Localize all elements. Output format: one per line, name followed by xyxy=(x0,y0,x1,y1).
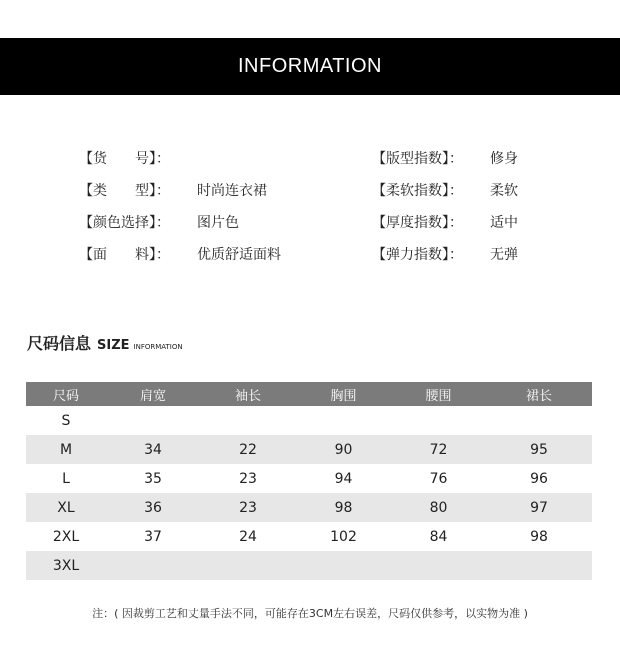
info-label: 【厚度指数】： xyxy=(372,215,463,231)
table-cell: S xyxy=(61,412,71,429)
info-row-elasticity-index xyxy=(372,238,518,270)
info-value: 柔软 xyxy=(490,183,518,199)
table-cell: M xyxy=(26,435,106,464)
table-cell: 22 xyxy=(200,435,296,464)
information-banner xyxy=(0,38,620,95)
table-cell: XL xyxy=(26,493,106,522)
header-bust: 胸围 xyxy=(296,382,391,406)
table-cell: 37 xyxy=(144,528,162,545)
info-value: 无弹 xyxy=(490,247,518,263)
table-cell xyxy=(106,406,200,435)
info-row-fabric xyxy=(79,238,281,270)
table-cell: 76 xyxy=(429,470,448,487)
product-info xyxy=(0,142,620,272)
table-cell: 2XL xyxy=(52,528,80,545)
table-cell: 98 xyxy=(530,528,548,545)
table-cell: 94 xyxy=(334,470,353,487)
info-row-softness-index xyxy=(372,174,518,206)
info-value: 图片色 xyxy=(197,215,239,231)
info-row-thickness-index xyxy=(372,206,518,238)
banner-title: INFORMATION xyxy=(237,55,382,77)
size-heading-en: SIZE xyxy=(97,338,130,353)
table-cell: 23 xyxy=(200,493,296,522)
info-row-item-number xyxy=(79,142,281,174)
header-length: 裙长 xyxy=(486,382,592,406)
table-cell xyxy=(486,406,592,435)
table-cell xyxy=(486,551,592,580)
info-value: 修身 xyxy=(490,151,518,167)
info-label: 【颜色选择】： xyxy=(79,215,170,231)
table-cell xyxy=(391,406,486,435)
table-cell: 72 xyxy=(391,435,486,464)
product-info-right-column xyxy=(372,142,518,270)
table-cell: 97 xyxy=(486,493,592,522)
table-cell: 3XL xyxy=(26,551,106,580)
table-row xyxy=(26,551,592,580)
table-row xyxy=(26,493,592,522)
table-row xyxy=(26,406,592,435)
size-heading-cn: 尺码信息 xyxy=(27,334,92,353)
table-cell: 34 xyxy=(106,435,200,464)
table-cell: 24 xyxy=(239,528,257,545)
size-section-heading xyxy=(27,331,183,354)
info-row-color xyxy=(79,206,281,238)
table-cell xyxy=(200,551,296,580)
table-cell: 98 xyxy=(296,493,391,522)
table-row xyxy=(26,522,592,551)
table-cell xyxy=(106,551,200,580)
info-value: 时尚连衣裙 xyxy=(197,183,267,199)
header-shoulder: 肩宽 xyxy=(106,382,200,406)
info-value: 适中 xyxy=(490,215,518,231)
table-cell: L xyxy=(62,470,70,487)
product-info-left-column xyxy=(79,142,281,270)
table-row xyxy=(26,464,592,493)
table-cell: 80 xyxy=(391,493,486,522)
header-size: 尺码 xyxy=(26,382,106,406)
table-cell: 35 xyxy=(144,470,162,487)
info-label: 【面 料】： xyxy=(79,247,170,263)
info-row-type xyxy=(79,174,281,206)
header-sleeve: 袖长 xyxy=(200,382,296,406)
table-cell: 96 xyxy=(530,470,548,487)
info-value: 优质舒适面料 xyxy=(197,247,281,263)
info-label: 【弹力指数】： xyxy=(372,247,463,263)
info-label: 【货 号】： xyxy=(79,151,170,167)
size-heading-en-small: INFORMATION xyxy=(133,343,183,351)
table-cell: 84 xyxy=(429,528,448,545)
info-label: 【类 型】： xyxy=(79,183,170,199)
table-cell: 23 xyxy=(239,470,257,487)
table-cell xyxy=(296,406,391,435)
header-waist: 腰围 xyxy=(391,382,486,406)
info-label: 【版型指数】： xyxy=(372,151,463,167)
table-cell xyxy=(391,551,486,580)
measurement-note: 注：( 因裁剪工艺和丈量手法不同，可能存在3CM左右误差，尺码仅供参考，以实物为准 ) xyxy=(92,607,528,620)
info-row-fit-index xyxy=(372,142,518,174)
table-cell: 90 xyxy=(296,435,391,464)
table-cell xyxy=(296,551,391,580)
table-cell: 95 xyxy=(486,435,592,464)
table-cell: 102 xyxy=(330,528,357,545)
table-cell: 36 xyxy=(106,493,200,522)
info-label: 【柔软指数】： xyxy=(372,183,463,199)
table-row xyxy=(26,435,592,464)
size-table xyxy=(26,382,592,580)
table-cell xyxy=(200,406,296,435)
size-table-header-row xyxy=(26,382,592,406)
